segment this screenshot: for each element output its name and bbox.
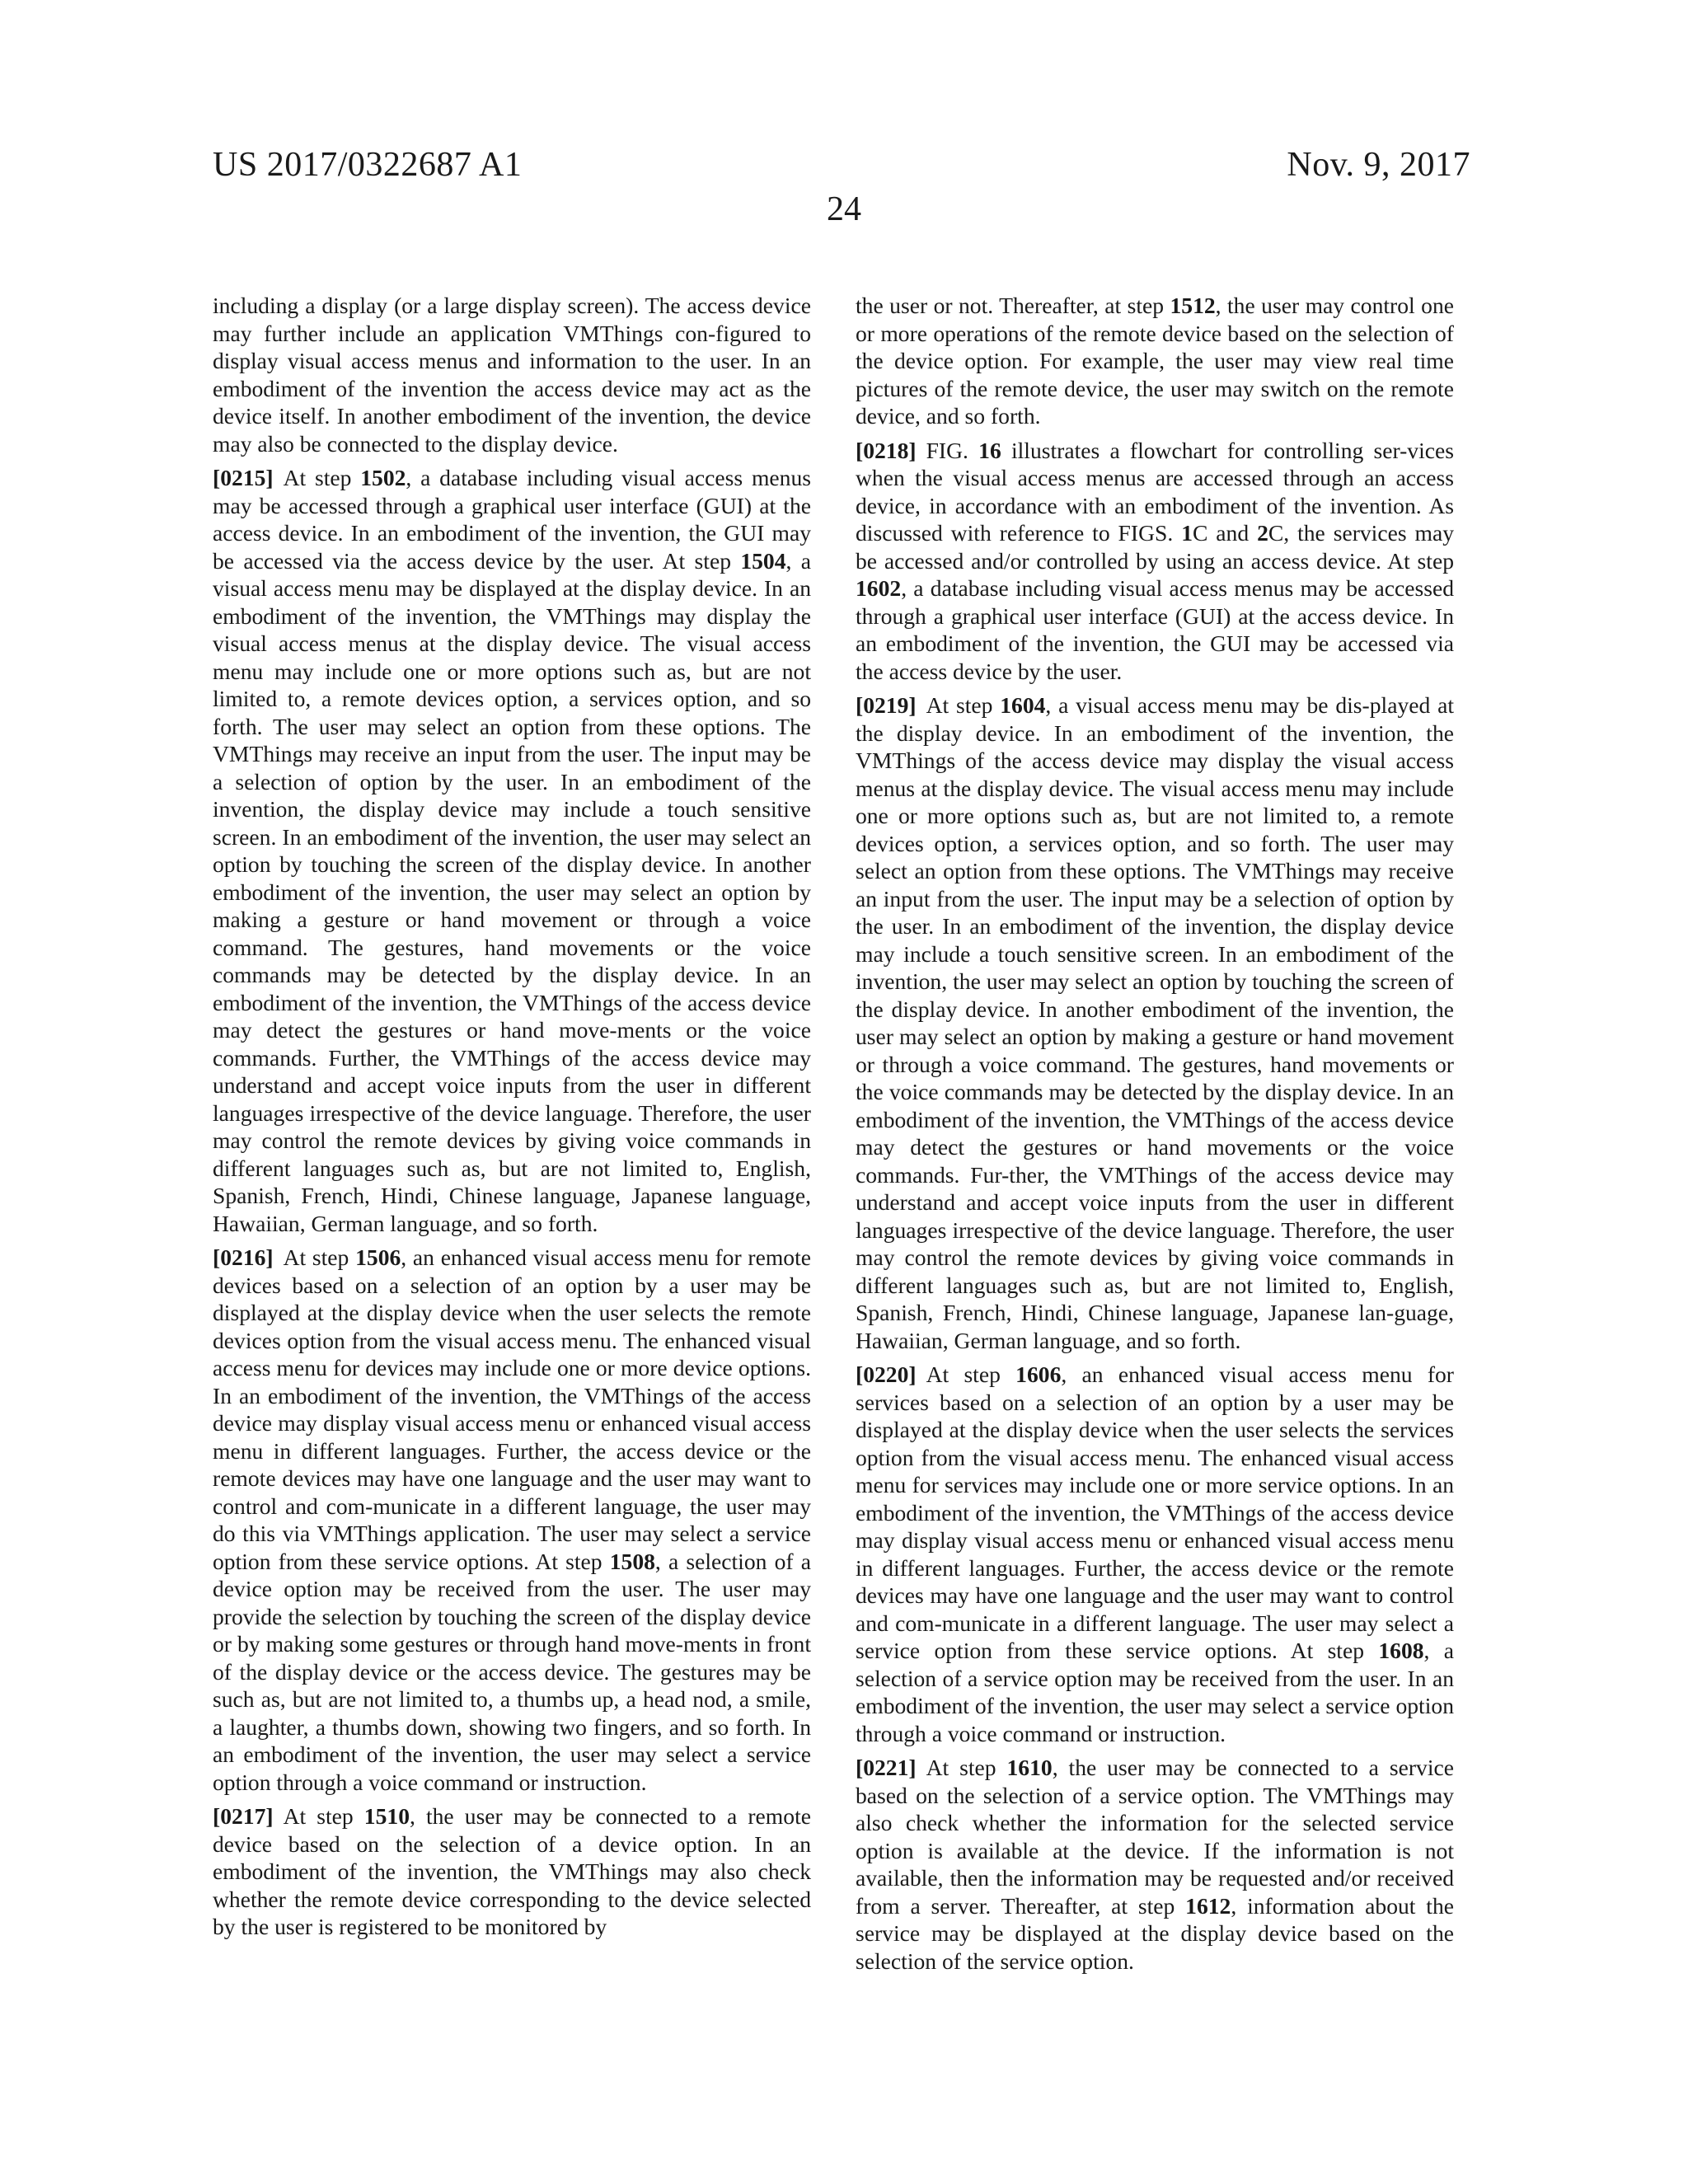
paragraph-text: , a selection of a service option may be received from the user. In an embodiment of the invention, the user may select a service option through a voice command or instruction. xyxy=(856,1638,1454,1746)
step-number: 1506 xyxy=(355,1244,401,1270)
paragraph-number: [0221] xyxy=(856,1755,917,1780)
paragraph-text: FIG. xyxy=(926,437,979,463)
paragraph-0219 xyxy=(856,691,1454,1354)
paragraph-text: illustrates a flowchart for controlling ser-vices when the visual access menus are accessed through an access device, in accordance with an embodiment of the invention. As discussed with reference to FIGS. xyxy=(856,437,1454,546)
paragraph-0218 xyxy=(856,437,1454,686)
intro-text: including a display (or a large display screen). The access device may further include an application VMThings con-figured to display visual access menus and information to the user. In an embodiment of the invention the access device may act as the device itself. In another embodiment of the invention, the device may also be connected to the display device. xyxy=(213,293,811,457)
paragraph-text: , the user may control one or more operations of the remote device based on the selection of the device option. For example, the user may view real time pictures of the remote device, the user may switch on the remote device, and so forth. xyxy=(856,293,1454,429)
paragraph-number: [0220] xyxy=(856,1361,917,1387)
step-number: 1510 xyxy=(363,1803,410,1829)
paragraph-text: , a selection of a device option may be received from the user. The user may provide the selection by touching the screen of the display device or by making some gestures or through hand move-ments in front of the display device or the access device. The gestures may be such as, but are not limited to, a thumbs up, a head nod, a smile, a laughter, a thumbs down, showing two fingers, and so forth. In an embodiment of the invention, the user may select a service option through a voice command or instruction. xyxy=(213,1548,811,1795)
figure-number: 16 xyxy=(978,437,1001,463)
paragraph-text: At step xyxy=(283,1803,364,1829)
step-number: 1504 xyxy=(740,547,786,574)
step-number: 1512 xyxy=(1170,293,1216,318)
intro-paragraph xyxy=(213,292,811,457)
publication-date: Nov. 9, 2017 xyxy=(1287,146,1470,184)
paragraph-text: , the user may be connected to a remote device based on the selection of a device option. In an embodiment of the invention, the VMThings may also check whether the remote device corresponding to the device selected by the user is registered to be monitored by xyxy=(213,1803,811,1939)
paragraph-text: , a visual access menu may be displayed at the display device. In an embodiment of the invention, the VMThings may display the visual access menus at the display device. The visual access menu may include one or more options such as, but are not limited to, a remote devices option, a services option, and so forth. The user may select an option from these options. The VMThings may receive an input from the user. The input may be a selection of option by the user. In an embodiment of the invention, the display device may include a touch sensitive screen. In an embodiment of the invention, the user may select an option by touching the screen of the display device. In another embodiment of the invention, the user may select an option by making a gesture or hand movement or through a voice command. The gestures, hand movements or the voice commands may be detected by the display device. In an embodiment of the invention, the VMThings of the access device may detect the gestures or hand move-ments or the voice commands. Further, the VMThings of the access device may understand and accept voice inputs from the user in different languages irrespective of the device language. Therefore, the user may control the remote devices by giving voice commands in different languages such as, but are not limited to, English, Spanish, French, Hindi, Chinese language, Japanese language, Hawaiian, German language, and so forth. xyxy=(213,547,811,1236)
paragraph-text: C, the services may be accessed and/or controlled by using an access device. At step xyxy=(856,520,1454,574)
paragraph-text: At step xyxy=(926,1361,1016,1387)
paragraph-0217 xyxy=(213,1802,811,1941)
paragraph-number: [0218] xyxy=(856,437,917,463)
paragraph-text: , an enhanced visual access menu for services based on a selection of an option by a user may be displayed at the display device when the user selects the services option from the visual access menu. The enhanced visual access menu for services may include one or more service options. In an embodiment of the invention, the VMThings of the access device may display visual access menu or enhanced visual access menu in different languages. Further, the access device or the remote devices may have one language and the user may want to control and com-municate in a different language. The user may select a service option from these service options. At step xyxy=(856,1361,1454,1663)
paragraph-text: , a database including visual access menus may be accessed through a graphical user interface (GUI) at the access device. In an embodiment of the invention, the GUI may be accessed via the access device by the user. xyxy=(856,575,1454,684)
figure-number: 1 xyxy=(1181,520,1193,546)
step-number: 1502 xyxy=(360,465,406,490)
step-number: 1606 xyxy=(1015,1361,1062,1387)
paragraph-0216 xyxy=(213,1244,811,1796)
step-number: 1508 xyxy=(609,1548,655,1574)
paragraph-number: [0217] xyxy=(213,1803,274,1829)
paragraph-text: , a database including visual access menus may be accessed through a graphical user interface (GUI) at the access device. In an embodiment of the invention, the GUI may be accessed via the access device by the user. At step xyxy=(213,465,811,574)
paragraph-text: At step xyxy=(926,692,1001,718)
step-number: 1608 xyxy=(1378,1638,1424,1663)
page-number: 24 xyxy=(827,190,861,228)
step-number: 1604 xyxy=(1000,692,1046,718)
paragraph-0221 xyxy=(856,1754,1454,1975)
paragraph-text: At step xyxy=(283,465,361,490)
paragraph-text: C and xyxy=(1192,520,1258,546)
paragraph-text: , the user may be connected to a service based on the selection of a service option. The VMThings may also check whether the information for the selected service option is available at the device. If the information is not available, then the information may be requested and/or received from a server. Thereafter, at step xyxy=(856,1755,1454,1919)
paragraph-0215 xyxy=(213,464,811,1237)
paragraph-text: the user or not. Thereafter, at step xyxy=(856,293,1170,318)
step-number: 1612 xyxy=(1185,1892,1231,1919)
step-number: 1602 xyxy=(856,575,902,601)
paragraph-number: [0219] xyxy=(856,692,917,718)
paragraph-number: [0216] xyxy=(213,1244,274,1270)
paragraph-0220 xyxy=(856,1361,1454,1747)
figure-number: 2 xyxy=(1257,520,1268,546)
continuation-paragraph xyxy=(856,292,1454,430)
paragraph-text: , information about the service may be displayed at the display device based on the selection of the service option. xyxy=(856,1892,1455,1974)
right-column xyxy=(856,292,1454,1981)
paragraph-text: At step xyxy=(283,1244,356,1270)
paragraph-number: [0215] xyxy=(213,465,274,490)
publication-number: US 2017/0322687 A1 xyxy=(213,146,523,184)
step-number: 1610 xyxy=(1006,1755,1053,1780)
paragraph-text: , an enhanced visual access menu for remote devices based on a selection of an option by a user may be displayed at the display device when the user selects the remote devices option from the visual access menu. The enhanced visual access menu for devices may include one or more device options. In an embodiment of the invention, the VMThings of the access device may display visual access menu or enhanced visual access menu in different languages. Further, the access device or the remote devices may have one language and the user may want to control and com-municate in a different language, the user may do this via VMThings application. The user may select a service option from these service options. At step xyxy=(213,1244,811,1574)
paragraph-text: At step xyxy=(926,1755,1007,1780)
paragraph-text: , a visual access menu may be dis-played at the display device. In an embodiment of the invention, the VMThings of the access device may display the visual access menus at the display device. The visual access menu may include one or more options such as, but are not limited to, a remote devices option, a services option, and so forth. The user may select an option from these options. The VMThings may receive an input from the user. The input may be a selection of option by the user. In an embodiment of the invention, the display device may include a touch sensitive screen. In an embodiment of the invention, the user may select an option by touching the screen of the display device. In another embodiment of the invention, the user may select an option by making a gesture or hand movement or through a voice command. The gestures, hand movements or the voice commands may be detected by the display device. In an embodiment of the invention, the VMThings of the access device may detect the gestures or hand movements or the voice commands. Fur-ther, the VMThings of the access device may understand and accept voice inputs from the user in different languages irrespective of the device language. Therefore, the user may control the remote devices by giving voice commands in different languages such as, but are not limited to, English, Spanish, French, Hindi, Chinese language, Japanese lan-guage, Hawaiian, German language, and so forth. xyxy=(856,692,1454,1353)
left-column xyxy=(213,292,811,1947)
